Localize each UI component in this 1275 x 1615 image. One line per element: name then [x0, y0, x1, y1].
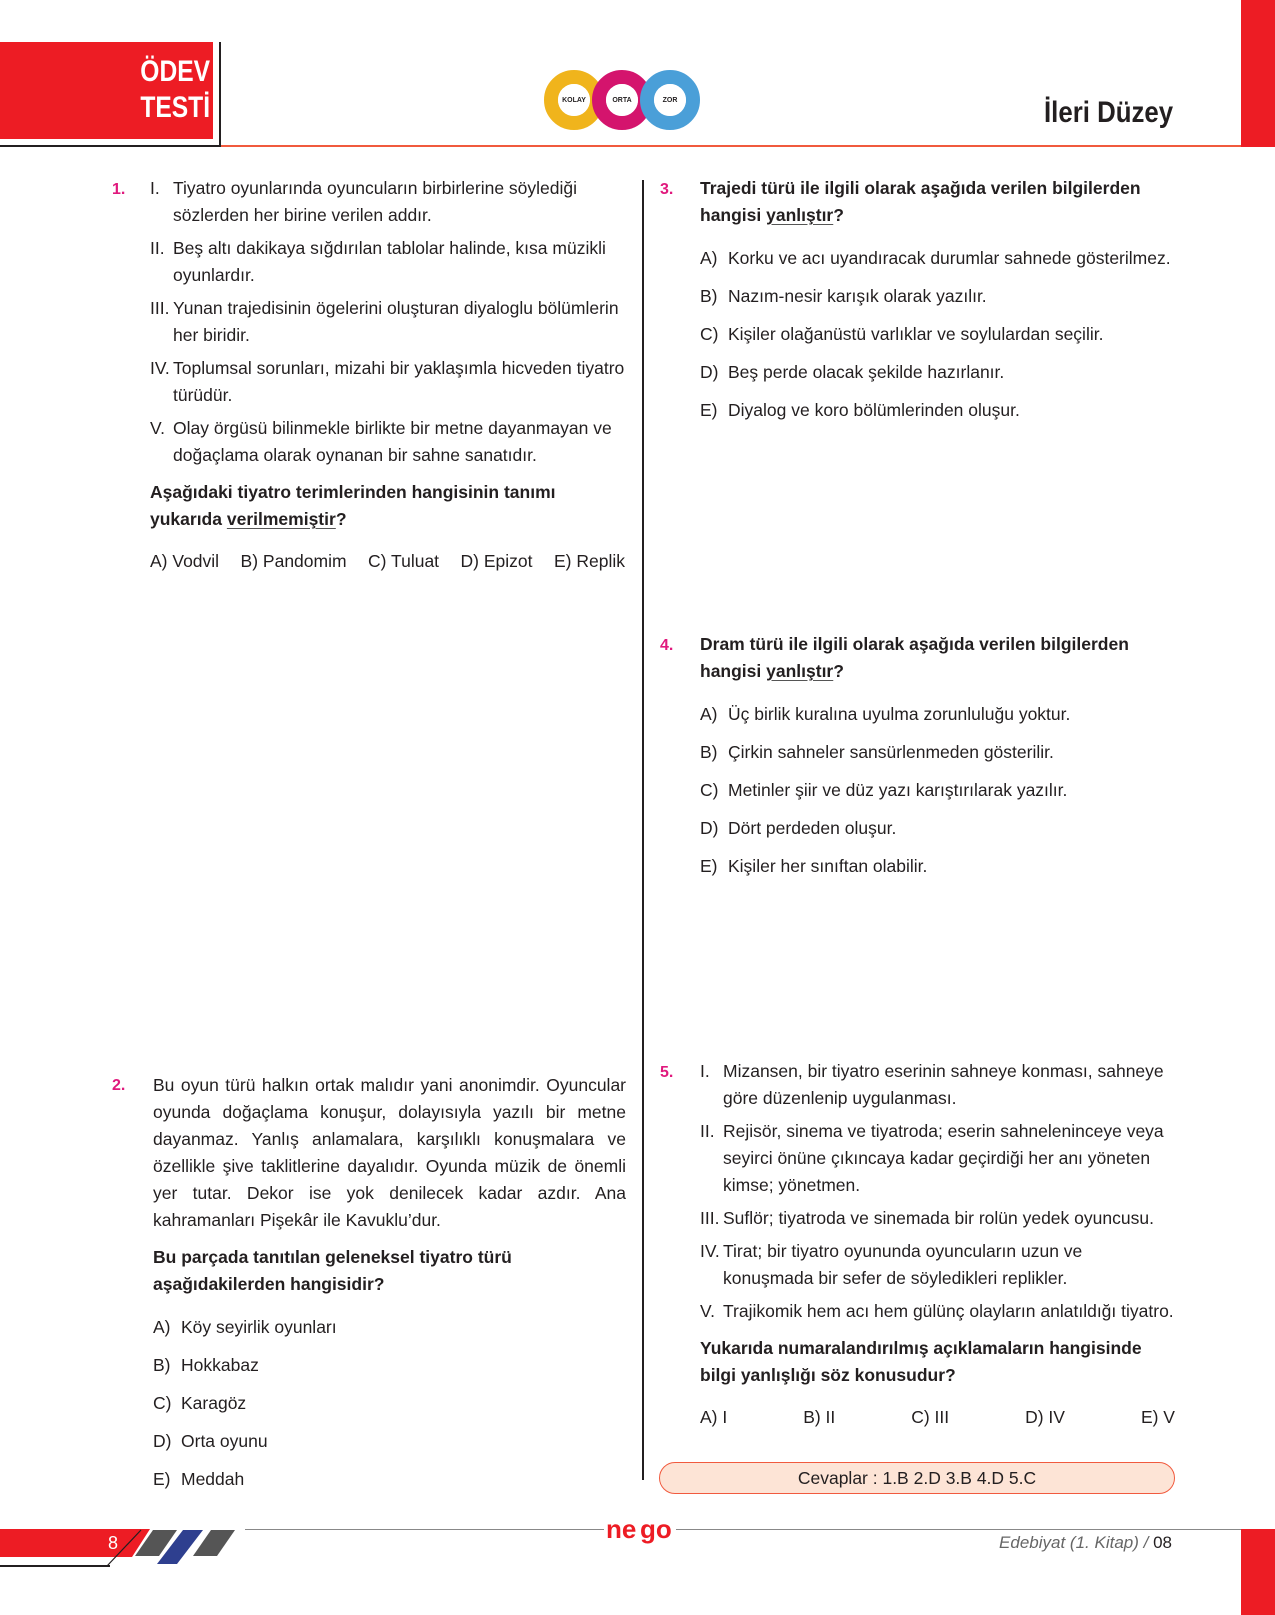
option-d[interactable]: D) Beş perde olacak şekilde hazırlanır.	[700, 362, 1005, 382]
question-number: 4.	[660, 637, 674, 654]
question-stem: Trajedi türü ile ilgili olarak aşağıda verilen bilgilerden hangisi yanlıştır?	[700, 178, 1141, 225]
column-divider	[642, 180, 644, 1480]
footer-divider	[245, 1529, 1241, 1530]
option-a[interactable]: A) Korku ve acı uyandıracak durumlar sahnede gösterilmez.	[700, 248, 1171, 268]
answer-options	[150, 548, 625, 575]
option-b[interactable]: B) Pandomim	[240, 551, 347, 571]
answer-key: Cevaplar : 1.B 2.D 3.B 4.D 5.C	[659, 1462, 1175, 1494]
option-e[interactable]: E) Replik	[553, 551, 625, 571]
question-number: 2.	[112, 1077, 126, 1094]
page-number-underline	[0, 1565, 110, 1567]
option-e[interactable]: E) V	[1140, 1407, 1175, 1427]
question-4	[700, 631, 1175, 891]
option-e[interactable]: E) Kişiler her sınıftan olabilir.	[700, 856, 928, 876]
badge-frame	[219, 42, 221, 147]
statement: I. Tiyatro oyunlarında oyuncuların birbirlerine söylediği sözlerden her birine verilen addır.	[150, 178, 578, 225]
option-b[interactable]: B) II	[803, 1407, 836, 1427]
question-stem: Yukarıda numaralandırılmış açıklamaların hangisinde bilgi yanlışlığı söz konusudur?	[700, 1338, 1142, 1385]
option-c[interactable]: C) Kişiler olağanüstü varlıklar ve soylulardan seçilir.	[700, 324, 1104, 344]
question-number: 3.	[660, 181, 674, 198]
option-b[interactable]: B) Hokkabaz	[153, 1355, 259, 1375]
option-a[interactable]: A) Üç birlik kuralına uyulma zorunluluğu yoktur.	[700, 704, 1071, 724]
header-divider	[221, 145, 1241, 147]
difficulty-levels	[558, 70, 718, 140]
level-title: İleri Düzey	[1043, 96, 1173, 129]
side-accent-bottom	[1241, 1529, 1275, 1615]
svg-text:ne: ne	[606, 1514, 637, 1544]
answer-options	[700, 701, 1175, 880]
homework-badge-title: ÖDEV TESTİ	[140, 55, 210, 124]
statement: V. Olay örgüsü bilinmekle birlikte bir metne dayanmayan ve doğaçlama olarak oynanan bir sahne sanatıdır.	[150, 418, 612, 465]
question-number: 1.	[112, 181, 126, 198]
option-a[interactable]: A) Köy seyirlik oyunları	[153, 1317, 337, 1337]
statement: I. Mizansen, bir tiyatro eserinin sahneye konması, sahneye göre düzenlenip uygulanması.	[700, 1061, 1164, 1108]
option-d[interactable]: D) Dört perdeden oluşur.	[700, 818, 897, 838]
question-3	[700, 175, 1175, 435]
answer-options	[700, 1404, 1175, 1431]
option-a[interactable]: A) Vodvil	[150, 551, 220, 571]
answer-options	[153, 1314, 626, 1493]
option-e[interactable]: E) Meddah	[153, 1469, 245, 1489]
statement: IV. Toplumsal sorunları, mizahi bir yaklaşımla hicveden tiyatro türüdür.	[150, 358, 625, 405]
answer-options	[700, 245, 1175, 424]
statement: II. Rejisör, sinema ve tiyatroda; eserin sahneleninceye veya seyirci önüne çıkıncaya kadar geçirdiği her anı yöneten kimse; yönetmen.	[700, 1121, 1164, 1195]
badge-frame-bottom	[0, 145, 221, 147]
question-1	[150, 175, 625, 575]
option-b[interactable]: B) Nazım-nesir karışık olarak yazılır.	[700, 286, 987, 306]
question-stem: Aşağıdaki tiyatro terimlerinden hangisinin tanımı yukarıda verilmemiştir?	[150, 482, 556, 529]
question-number: 5.	[660, 1064, 674, 1081]
question-stem: Bu parçada tanıtılan geleneksel tiyatro türü aşağıdakilerden hangisidir?	[153, 1247, 512, 1294]
footer-stripes-icon	[105, 1528, 245, 1570]
nego-logo-icon	[604, 1512, 676, 1546]
difficulty-zor: ZOR	[640, 70, 700, 130]
option-b[interactable]: B) Çirkin sahneler sansürlenmeden gösterilir.	[700, 742, 1054, 762]
option-d[interactable]: D) Epizot	[460, 551, 533, 571]
statement: V. Trajikomik hem acı hem gülünç olayların anlatıldığı tiyatro.	[700, 1301, 1174, 1321]
option-d[interactable]: D) Orta oyunu	[153, 1431, 268, 1451]
option-a[interactable]: A) I	[700, 1407, 728, 1427]
difficulty-kolay: KOLAY	[544, 70, 604, 130]
question-2	[153, 1072, 626, 1504]
option-e[interactable]: E) Diyalog ve koro bölümlerinden oluşur.	[700, 400, 1020, 420]
option-c[interactable]: C) Tuluat	[368, 551, 440, 571]
publisher-logo	[604, 1512, 676, 1546]
svg-text:go: go	[640, 1514, 672, 1544]
option-c[interactable]: C) Karagöz	[153, 1393, 247, 1413]
difficulty-orta: ORTA	[592, 70, 652, 130]
question-passage: Bu oyun türü halkın ortak malıdır yani anonimdir. Oyuncular oyunda doğaçlama konuşur, dolayısıyla yazılı bir metne dayanmaz. Yanlış anlamalara, karşılıklı konuşmalara ve özellikle şive taklitlerine dayalıdır. Oyunda müzik de önemli yer tutar. Dekor ise yok denilecek kadar azdır. Ana kahramanları Pişekâr ile Kavuklu’dur.	[153, 1075, 626, 1230]
question-stem: Dram türü ile ilgili olarak aşağıda verilen bilgilerden hangisi yanlıştır?	[700, 634, 1129, 681]
option-c[interactable]: C) Metinler şiir ve düz yazı karıştırılarak yazılır.	[700, 780, 1068, 800]
book-reference: Edebiyat (1. Kitap) / 08	[999, 1533, 1172, 1552]
question-5	[700, 1058, 1175, 1431]
side-accent-top	[1241, 0, 1275, 147]
statement: III. Suflör; tiyatroda ve sinemada bir rolün yedek oyuncusu.	[700, 1208, 1154, 1228]
statement: IV. Tirat; bir tiyatro oyununda oyuncuların uzun ve konuşmada bir sefer de söyledikleri replikler.	[700, 1241, 1083, 1288]
statement: III. Yunan trajedisinin ögelerini oluşturan diyaloglu bölümlerin her biridir.	[150, 298, 619, 345]
page-number: 8	[108, 1533, 119, 1553]
option-d[interactable]: D) IV	[1025, 1407, 1065, 1427]
statement: II. Beş altı dakikaya sığdırılan tablolar halinde, kısa müzikli oyunlardır.	[150, 238, 606, 285]
option-c[interactable]: C) III	[911, 1407, 950, 1427]
